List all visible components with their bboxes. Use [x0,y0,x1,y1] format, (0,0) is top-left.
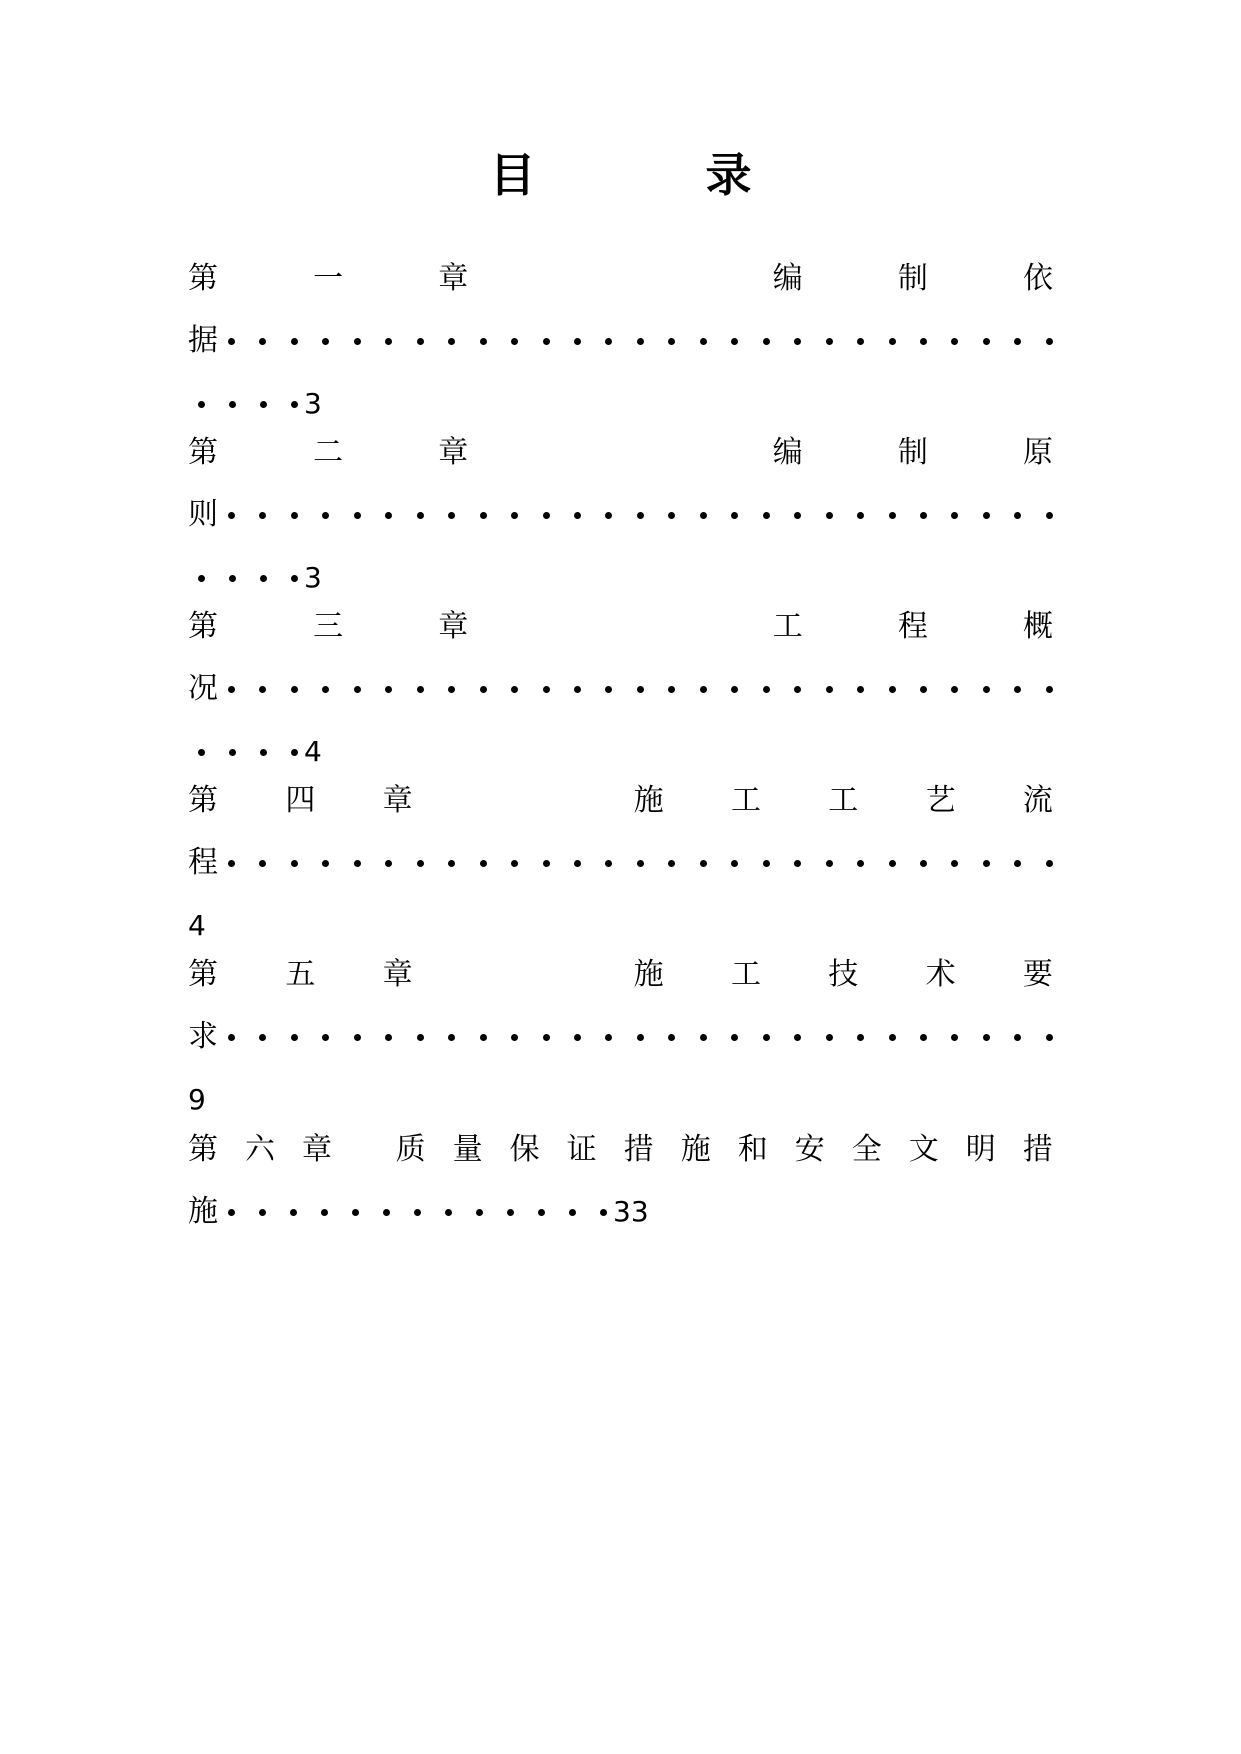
dot-leader [218,338,1053,345]
leader-dot [352,1209,359,1216]
heading-char: 要 [1022,957,1053,992]
leader-dot [826,512,833,519]
leader-dot [291,338,298,345]
leader-dot [668,686,675,693]
leader-dot [417,512,424,519]
heading-char: 施 [188,1194,218,1229]
heading-char [563,262,573,296]
toc-leader-line [188,846,1053,880]
leader-dot [354,686,361,693]
leader-dot [228,1209,235,1216]
leader-dot [605,1034,612,1041]
leader-dot [448,860,455,867]
leader-dot [600,1209,607,1216]
leader-dot [448,512,455,519]
page-number: 9 [188,1083,206,1116]
leader-dot [228,338,235,345]
toc-leader-line [188,1020,1053,1054]
leader-dot [260,401,267,408]
leader-dot [322,686,329,693]
heading-char [563,610,573,644]
toc-heading [188,1133,1053,1167]
leader-dot [543,512,550,519]
leader-dot [1046,686,1053,693]
heading-char [480,958,490,992]
leader-dot [763,686,770,693]
leader-dot [700,1034,707,1041]
dot-leader [218,686,1053,693]
heading-char: 措 [1022,1132,1053,1167]
leader-dot [637,860,644,867]
leader-dot [229,401,236,408]
leader-dot [414,1209,421,1216]
leader-dot [700,512,707,519]
leader-dot [290,1209,297,1216]
toc-page-line [188,909,1053,943]
leader-dot [983,512,990,519]
heading-char: 全 [851,1132,882,1167]
leader-dot [228,512,235,519]
heading-char: 章 [382,957,413,992]
heading-char: 编 [772,435,803,470]
heading-char [480,784,490,818]
leader-dot [1014,338,1021,345]
leader-dot [322,512,329,519]
toc-heading [188,784,1053,818]
heading-char: 章 [302,1132,333,1167]
leader-dot [354,512,361,519]
leader-dot [1014,860,1021,867]
leader-dot [569,1209,576,1216]
leader-dot [857,1034,864,1041]
leader-dot [983,686,990,693]
dot-leader [218,860,1053,867]
leader-dot [291,575,298,582]
leader-dot [920,686,927,693]
leader-dot [574,1034,581,1041]
dot-leader [188,749,304,756]
heading-char: 量 [452,1132,483,1167]
leader-dot [228,860,235,867]
leader-dot [507,1209,514,1216]
leader-dot [260,575,267,582]
heading-char: 依 [1022,261,1053,296]
leader-dot [480,1034,487,1041]
leader-dot [511,512,518,519]
leader-dot [731,338,738,345]
leader-dot [857,860,864,867]
leader-dot [763,512,770,519]
heading-char: 第 [188,1132,218,1167]
leader-dot [291,686,298,693]
leader-dot [983,860,990,867]
leader-dot [731,1034,738,1041]
leader-dot [480,686,487,693]
leader-dot [1046,338,1053,345]
leader-dot [920,512,927,519]
heading-char: 六 [245,1132,276,1167]
page-number: 3 [304,387,322,420]
heading-char: 章 [382,783,413,818]
heading-char: 工 [730,783,761,818]
leader-dot [637,338,644,345]
leader-dot [605,512,612,519]
leader-dot [385,512,392,519]
leader-dot [668,338,675,345]
leader-dot [322,1034,329,1041]
leader-dot [538,1209,545,1216]
leader-dot [763,338,770,345]
leader-dot [763,1034,770,1041]
heading-char: 第 [188,609,218,644]
heading-char: 工 [730,957,761,992]
leader-dot [983,338,990,345]
leader-dot [1014,686,1021,693]
leader-dot [1046,1034,1053,1041]
heading-char: 措 [623,1132,654,1167]
leader-dot [826,338,833,345]
leader-dot [794,1034,801,1041]
heading-char: 二 [313,435,344,470]
heading-char: 程 [188,845,218,880]
heading-char: 第 [188,783,218,818]
toc-heading [188,610,1053,644]
leader-dot [889,512,896,519]
heading-char: 艺 [925,783,956,818]
leader-dot [1046,512,1053,519]
leader-dot [511,686,518,693]
heading-char: 第 [188,261,218,296]
leader-dot [259,512,266,519]
leader-dot [511,860,518,867]
toc-page-line [188,561,1053,595]
heading-char: 流 [1022,783,1053,818]
heading-char: 则 [188,497,218,532]
heading-char [557,958,567,992]
leader-dot [920,338,927,345]
heading-char [668,610,678,644]
leader-dot [543,1034,550,1041]
leader-dot [354,338,361,345]
heading-char: 工 [828,783,859,818]
leader-dot [385,338,392,345]
leader-dot [731,860,738,867]
heading-char: 章 [438,609,469,644]
leader-dot [198,749,205,756]
leader-dot [1014,512,1021,519]
leader-dot [700,686,707,693]
leader-dot [198,575,205,582]
leader-dot [291,749,298,756]
leader-dot [259,338,266,345]
heading-char: 证 [566,1132,597,1167]
leader-dot [259,686,266,693]
toc-leader-line [188,1195,1053,1229]
leader-dot [983,1034,990,1041]
title-char: 目 [489,148,536,202]
heading-char [359,1133,369,1167]
leader-dot [951,338,958,345]
leader-dot [228,686,235,693]
leader-dot [794,686,801,693]
heading-char: 保 [509,1132,540,1167]
leader-dot [543,860,550,867]
heading-char: 明 [965,1132,996,1167]
heading-char: 三 [313,609,344,644]
leader-dot [543,686,550,693]
title-char: 录 [705,148,752,202]
heading-char: 章 [438,435,469,470]
dot-leader [188,575,304,582]
leader-dot [291,860,298,867]
heading-char: 据 [188,323,218,358]
dot-leader [188,401,304,408]
leader-dot [322,338,329,345]
heading-char: 制 [897,261,928,296]
leader-dot [574,512,581,519]
leader-dot [198,401,205,408]
leader-dot [668,512,675,519]
leader-dot [480,512,487,519]
leader-dot [889,1034,896,1041]
leader-dot [354,1034,361,1041]
heading-char: 五 [285,957,316,992]
leader-dot [794,338,801,345]
heading-char: 章 [438,261,469,296]
toc-page-line [188,735,1053,769]
leader-dot [543,338,550,345]
leader-dot [445,1209,452,1216]
leader-dot [605,338,612,345]
leader-dot [574,338,581,345]
page-number: 33 [613,1195,649,1228]
leader-dot [574,860,581,867]
leader-dot [826,860,833,867]
leader-dot [229,575,236,582]
leader-dot [668,860,675,867]
leader-dot [417,686,424,693]
leader-dot [480,338,487,345]
leader-dot [668,1034,675,1041]
leader-dot [259,860,266,867]
leader-dot [448,338,455,345]
leader-dot [826,1034,833,1041]
leader-dot [417,338,424,345]
page-title [0,148,1241,202]
leader-dot [637,1034,644,1041]
leader-dot [637,512,644,519]
heading-char: 工 [772,609,803,644]
leader-dot [763,860,770,867]
heading-char: 第 [188,435,218,470]
leader-dot [731,512,738,519]
toc-leader-line [188,498,1053,532]
heading-char [563,436,573,470]
page-number: 4 [304,735,322,768]
leader-dot [857,686,864,693]
leader-dot [291,1034,298,1041]
leader-dot [511,1034,518,1041]
toc-heading [188,436,1053,470]
leader-dot [637,686,644,693]
heading-char: 编 [772,261,803,296]
leader-dot [291,401,298,408]
leader-dot [291,512,298,519]
heading-char [668,262,678,296]
leader-dot [951,1034,958,1041]
heading-char: 施 [680,1132,711,1167]
dot-leader [218,1034,1053,1041]
leader-dot [385,686,392,693]
page-number: 4 [188,909,206,942]
leader-dot [574,686,581,693]
leader-dot [731,686,738,693]
toc-heading [188,958,1053,992]
leader-dot [417,1034,424,1041]
dot-leader [218,1209,613,1216]
leader-dot [385,860,392,867]
heading-char: 概 [1022,609,1053,644]
heading-char: 技 [828,957,859,992]
leader-dot [605,686,612,693]
heading-char: 安 [794,1132,825,1167]
leader-dot [857,338,864,345]
heading-char: 质 [395,1132,426,1167]
heading-char: 制 [897,435,928,470]
leader-dot [321,1209,328,1216]
leader-dot [1014,1034,1021,1041]
leader-dot [448,1034,455,1041]
leader-dot [385,1034,392,1041]
leader-dot [951,686,958,693]
leader-dot [322,860,329,867]
toc-heading [188,262,1053,296]
heading-char: 和 [737,1132,768,1167]
leader-dot [229,749,236,756]
toc-page-line [188,387,1053,421]
heading-char: 四 [285,783,316,818]
leader-dot [228,1034,235,1041]
heading-char: 文 [908,1132,939,1167]
leader-dot [826,686,833,693]
heading-char: 况 [188,671,218,706]
heading-char: 第 [188,957,218,992]
heading-char [668,436,678,470]
leader-dot [920,860,927,867]
leader-dot [417,860,424,867]
heading-char: 原 [1022,435,1053,470]
heading-char: 施 [633,783,664,818]
leader-dot [700,338,707,345]
leader-dot [480,860,487,867]
leader-dot [259,1209,266,1216]
leader-dot [857,512,864,519]
leader-dot [951,512,958,519]
leader-dot [260,749,267,756]
leader-dot [951,860,958,867]
toc-leader-line [188,324,1053,358]
heading-char [557,784,567,818]
heading-char: 施 [633,957,664,992]
leader-dot [889,686,896,693]
leader-dot [889,860,896,867]
toc-leader-line [188,672,1053,706]
leader-dot [259,1034,266,1041]
leader-dot [605,860,612,867]
leader-dot [511,338,518,345]
leader-dot [383,1209,390,1216]
leader-dot [1046,860,1053,867]
heading-char: 一 [313,261,344,296]
heading-char: 求 [188,1019,218,1054]
toc-page-line [188,1083,1053,1117]
leader-dot [920,1034,927,1041]
page-number: 3 [304,561,322,594]
heading-char: 术 [925,957,956,992]
leader-dot [889,338,896,345]
leader-dot [794,512,801,519]
leader-dot [794,860,801,867]
heading-char: 程 [897,609,928,644]
leader-dot [700,860,707,867]
leader-dot [354,860,361,867]
dot-leader [218,512,1053,519]
leader-dot [448,686,455,693]
leader-dot [476,1209,483,1216]
